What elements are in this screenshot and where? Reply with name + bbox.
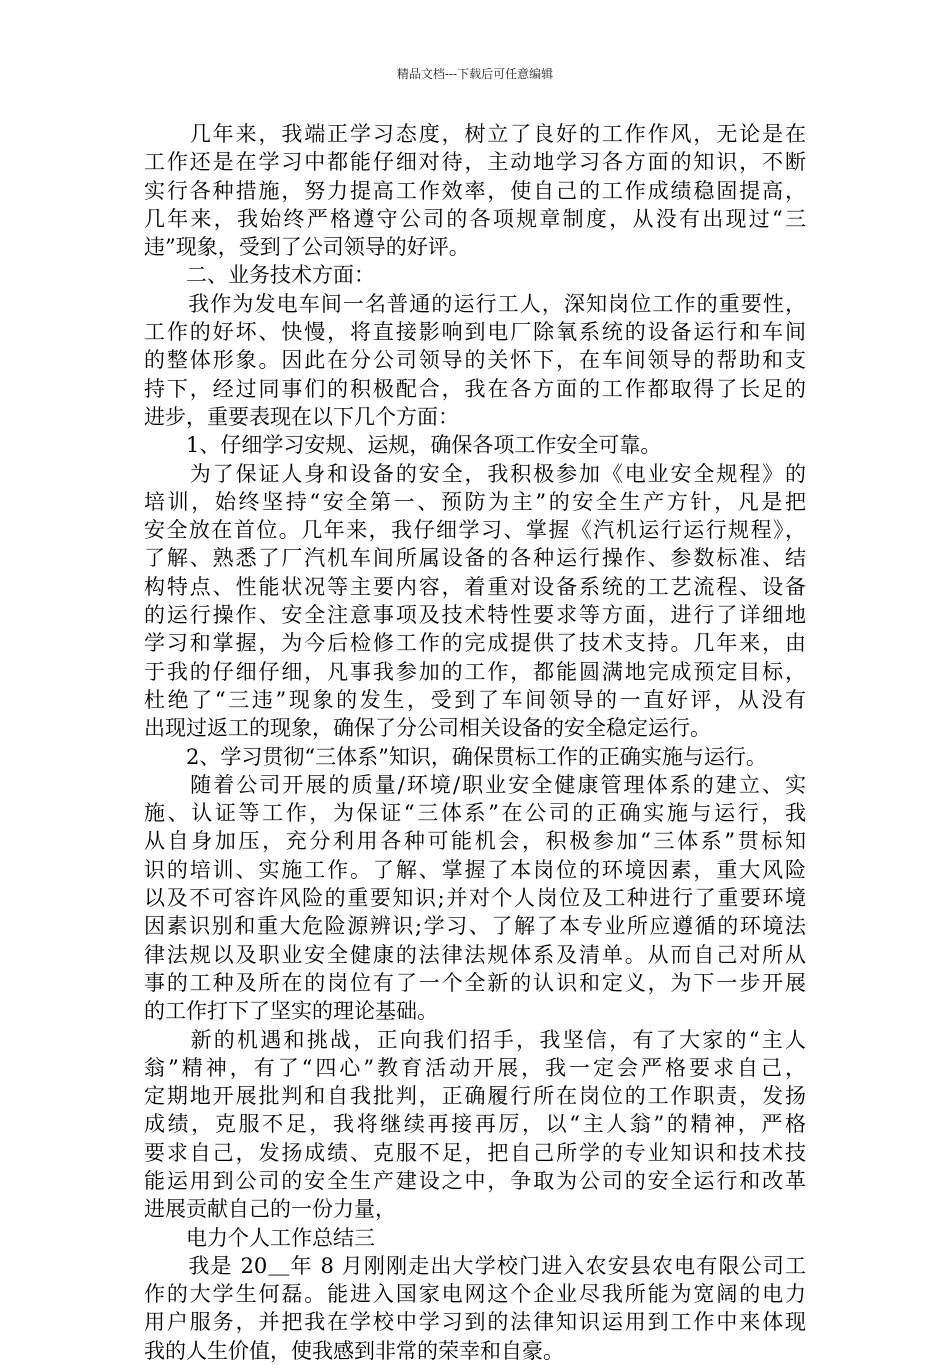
text-line: 安全放在首位。几年来，我仔细学习、掌握《汽机运行运行规程》， [144, 518, 806, 543]
page-header: 精品文档---下载后可任意编辑 [396, 67, 554, 81]
text-line: 进展贡献自己的一份力量， [144, 1197, 396, 1222]
text-line: 能运用到公司的安全生产建设之中，争取为公司的安全运行和改革 [144, 1168, 806, 1193]
text-line: 了解、熟悉了厂汽机车间所属设备的各种运行操作、参数标准、结 [144, 546, 806, 571]
text-line: 要求自己，发扬成绩、克服不足，把自己所学的专业知识和技术技 [144, 1140, 806, 1165]
text-line: 新的机遇和挑战，正向我们招手，我坚信，有了大家的“主人 [144, 1027, 806, 1052]
text-line: 违”现象，受到了公司领导的好评。 [144, 235, 470, 260]
text-line: 的工作打下了坚实的理论基础。 [144, 999, 438, 1024]
text-line: 学习和掌握，为今后检修工作的完成提供了技术支持。几年来，由 [144, 631, 806, 656]
text-line: 于我的仔细仔细，凡事我参加的工作，都能圆满地完成预定目标， [144, 659, 806, 684]
text-line: 持下，经过同事们的积极配合，我在各方面的工作都取得了长足的 [144, 376, 806, 401]
text-line: 工作的好坏、快慢，将直接影响到电厂除氧系统的设备运行和车间 [144, 320, 806, 345]
text-line: 工作还是在学习中都能仔细对待，主动地学习各方面的知识，不断 [144, 150, 806, 175]
text-line: 构特点、性能状况等主要内容，着重对设备系统的工艺流程、设备 [144, 574, 806, 599]
text-line: 进步，重要表现在以下几个方面： [144, 404, 459, 429]
text-line: 成绩，克服不足，我将继续再接再厉，以“主人翁”的精神，严格 [144, 1112, 806, 1137]
text-line: 用户服务，并把我在学校中学习到的法律知识运用到工作中来体现 [144, 1310, 806, 1335]
text-line: 实行各种措施，努力提高工作效率，使自己的工作成绩稳固提高， [144, 178, 806, 203]
text-line: 事的工种及所在的岗位有了一个全新的认识和定义，为下一步开展 [144, 970, 806, 995]
text-line: 定期地开展批判和自我批判，正确履行所在岗位的工作职责，发扬 [144, 1084, 806, 1109]
text-line: 出现过返工的现象，确保了分公司相关设备的安全稳定运行。 [144, 716, 711, 741]
text-line: 为了保证人身和设备的安全，我积极参加《电业安全规程》的 [144, 461, 806, 486]
text-line: 施、认证等工作，为保证“三体系”在公司的正确实施与运行，我 [144, 801, 806, 826]
text-line: 二、业务技术方面： [144, 263, 375, 288]
text-line: 识的培训、实施工作。了解、掌握了本岗位的环境因素，重大风险 [144, 857, 806, 882]
text-line: 因素识别和重大危险源辨识;学习、了解了本专业所应遵循的环境法 [144, 914, 806, 939]
text-line: 律法规以及职业安全健康的法律法规体系及清单。从而自己对所从 [144, 942, 806, 967]
text-line: 1、仔细学习安规、运规，确保各项工作安全可靠。 [144, 433, 662, 458]
text-line: 我的人生价值，使我感到非常的荣幸和自豪。 [144, 1338, 564, 1363]
text-line: 以及不可容许风险的重要知识;并对个人岗位及工种进行了重要环境 [144, 886, 806, 911]
text-line: 我作为发电车间一名普通的运行工人，深知岗位工作的重要性， [144, 291, 806, 316]
text-line: 几年来，我始终严格遵守公司的各项规章制度，从没有出现过“三 [144, 206, 806, 231]
text-line: 培训，始终坚持“安全第一、预防为主”的安全生产方针，凡是把 [144, 489, 806, 514]
document-body [144, 120, 806, 1365]
text-line: 从自身加压，充分利用各种可能机会，积极参加“三体系”贯标知 [144, 829, 806, 854]
text-line: 的运行操作、安全注意事项及技术特性要求等方面，进行了详细地 [144, 603, 806, 628]
text-line: 杜绝了“三违”现象的发生，受到了车间领导的一直好评，从没有 [144, 687, 806, 712]
text-line: 的整体形象。因此在分公司领导的关怀下，在车间领导的帮助和支 [144, 348, 806, 373]
text-line: 2、学习贯彻“三体系”知识，确保贯标工作的正确实施与运行。 [144, 744, 767, 769]
text-line: 翁”精神，有了“四心”教育活动开展，我一定会严格要求自己， [144, 1055, 806, 1080]
text-line: 作的大学生何磊。能进入国家电网这个企业尽我所能为宽阔的电力 [144, 1282, 806, 1307]
text-line: 我是 20＿年 8 月刚刚走出大学校门进入农安县农电有限公司工 [144, 1253, 806, 1278]
text-line: 随着公司开展的质量/环境/职业安全健康管理体系的建立、实 [144, 772, 806, 797]
text-line: 几年来，我端正学习态度，树立了良好的工作作风，无论是在 [144, 122, 806, 146]
text-line: 电力个人工作总结三 [144, 1225, 375, 1250]
